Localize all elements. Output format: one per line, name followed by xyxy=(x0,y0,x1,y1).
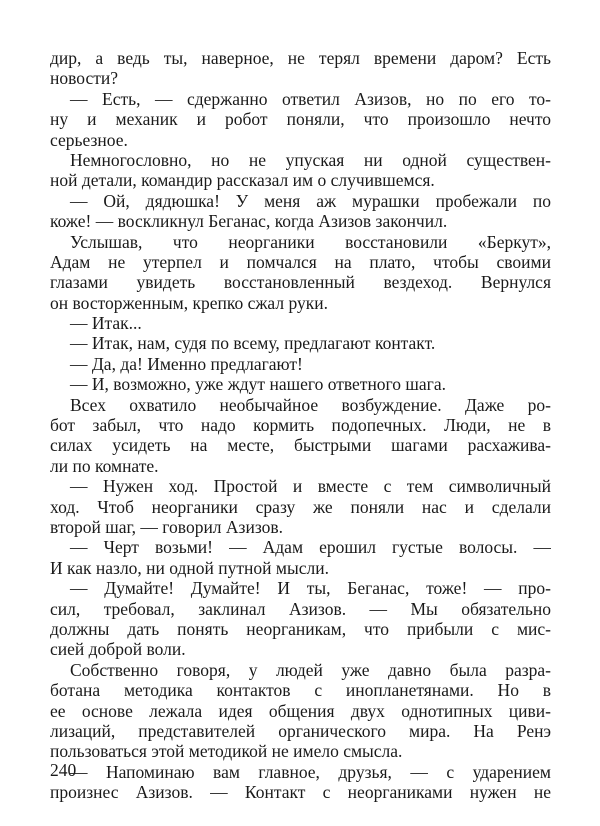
text-line: — Нужен ход. Простой и вместе с тем символичный xyxy=(70,476,551,497)
text-line: Услышав, что неорганики восстановили «Беркут», xyxy=(70,231,551,252)
text-line: — И, возможно, уже ждут нашего ответного шага. xyxy=(70,374,446,395)
text-line: серьезное. xyxy=(50,129,128,150)
text-line: — Есть, — сдержанно ответил Азизов, но по его то- xyxy=(70,88,551,109)
text-line: — Напоминаю вам главное, друзья, — с ударением xyxy=(70,761,551,782)
text-line: И как назло, ни одной путной мысли. xyxy=(50,557,329,578)
page-number: 240 xyxy=(50,760,77,780)
text-line: — Итак... xyxy=(70,313,142,334)
text-line: глазами увидеть восстановленный вездеход. Вернулся xyxy=(50,272,551,293)
text-line: ее основе лежала идея общения двух однотипных циви- xyxy=(50,700,551,721)
text-line: ной детали, командир рассказал им о случившемся. xyxy=(50,170,435,191)
text-line: ли по комнате. xyxy=(50,455,159,476)
text-line: ход. Чтоб неорганики сразу же поняли нас и сделали xyxy=(50,496,551,517)
text-line: — Черт возьми! — Адам ерошил густые волосы. — xyxy=(70,537,551,558)
text-line: — Ой, дядюшка! У меня аж мурашки пробежали по xyxy=(70,190,551,211)
text-line: ботана методика контактов с инопланетянами. Но в xyxy=(50,680,551,701)
text-line: он восторженным, крепко сжал руки. xyxy=(50,292,328,313)
page-text xyxy=(50,48,551,802)
text-line: сией доброй воли. xyxy=(50,639,186,660)
text-line: лизаций, представителей органического мира. На Ренэ xyxy=(50,720,551,741)
text-line: Собственно говоря, у людей уже давно была разра- xyxy=(70,659,551,680)
text-line: силах усидеть на месте, быстрыми шагами расхажива- xyxy=(50,435,551,456)
text-line: коже! — воскликнул Беганас, когда Азизов закончил. xyxy=(50,211,448,232)
text-line: — Итак, нам, судя по всему, предлагают контакт. xyxy=(70,333,436,354)
text-line: Немногословно, но не упуская ни одной существен- xyxy=(70,149,551,170)
text-line: бот забыл, что надо кормить подопечных. Люди, не в xyxy=(50,415,551,436)
text-line: пользоваться этой методикой не имело смысла. xyxy=(50,741,403,762)
text-line: дир, а ведь ты, наверное, не терял времени даром? Есть xyxy=(50,48,551,68)
text-line: новости? xyxy=(50,68,118,89)
text-line: должны дать понять неорганикам, что прибыли с мис- xyxy=(50,618,551,639)
text-line: сил, требовал, заклинал Азизов. — Мы обязательно xyxy=(50,598,551,619)
text-line: второй шаг, — говорил Азизов. xyxy=(50,516,284,537)
text-line: Всех охватило необычайное возбуждение. Даже ро- xyxy=(70,394,551,415)
text-line: — Думайте! Думайте! И ты, Беганас, тоже! — про- xyxy=(70,578,551,599)
text-line: произнес Азизов. — Контакт с неорганиками нужен не xyxy=(50,782,551,803)
text-line: Адам не утерпел и помчался на плато, чтобы своими xyxy=(50,251,551,272)
text-line: ну и механик и робот поняли, что произошло нечто xyxy=(50,109,551,130)
text-line: — Да, да! Именно предлагают! xyxy=(70,353,303,374)
